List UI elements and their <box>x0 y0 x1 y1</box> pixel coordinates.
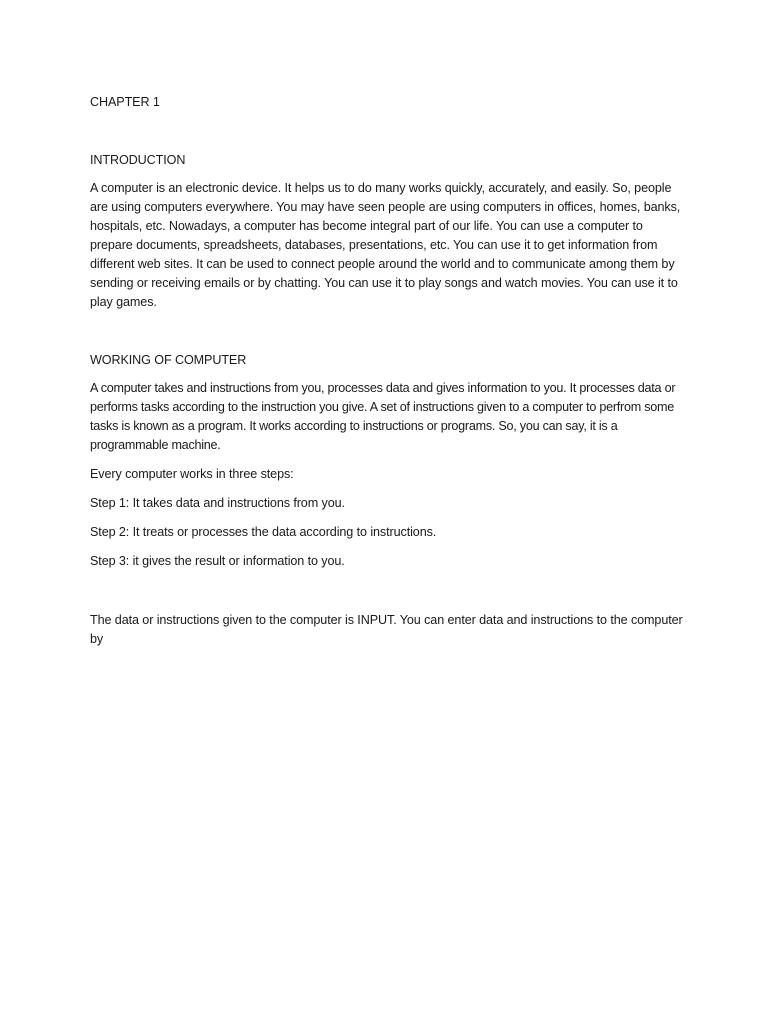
working-paragraph: A computer takes and instructions from you, processes data and gives information to you. It processes data or performs tasks according to the instruction you give. A set of instructions given to a computer to perfrom some tasks is known as a program. It works according to instructions or programs. So, you can say, it is a programmable machine. <box>90 381 676 452</box>
steps-intro: Every computer works in three steps: <box>90 467 294 481</box>
step-1: Step 1: It takes data and instructions from you. <box>90 496 345 510</box>
step-2: Step 2: It treats or processes the data according to instructions. <box>90 525 437 539</box>
step-3: Step 3: it gives the result or information to you. <box>90 554 345 568</box>
working-heading: WORKING OF COMPUTER <box>90 353 247 367</box>
introduction-heading: INTRODUCTION <box>90 153 186 167</box>
input-paragraph: The data or instructions given to the computer is INPUT. You can enter data and instructions to the computer by <box>90 613 683 646</box>
chapter-heading: CHAPTER 1 <box>90 95 160 109</box>
introduction-paragraph: A computer is an electronic device. It helps us to do many works quickly, accurately, and easily. So, people are using computers everywhere. You may have seen people are using computers in offices, homes, banks, hospitals, etc. Nowadays, a computer has become integral part of our life. You can use a computer to prepare documents, spreadsheets, databases, presentations, etc. You can use it to get information from different web sites. It can be used to connect people around the world and to communicate among them by sending or receiving emails or by chatting. You can use it to play songs and watch movies. You can use it to play games. <box>90 181 681 309</box>
